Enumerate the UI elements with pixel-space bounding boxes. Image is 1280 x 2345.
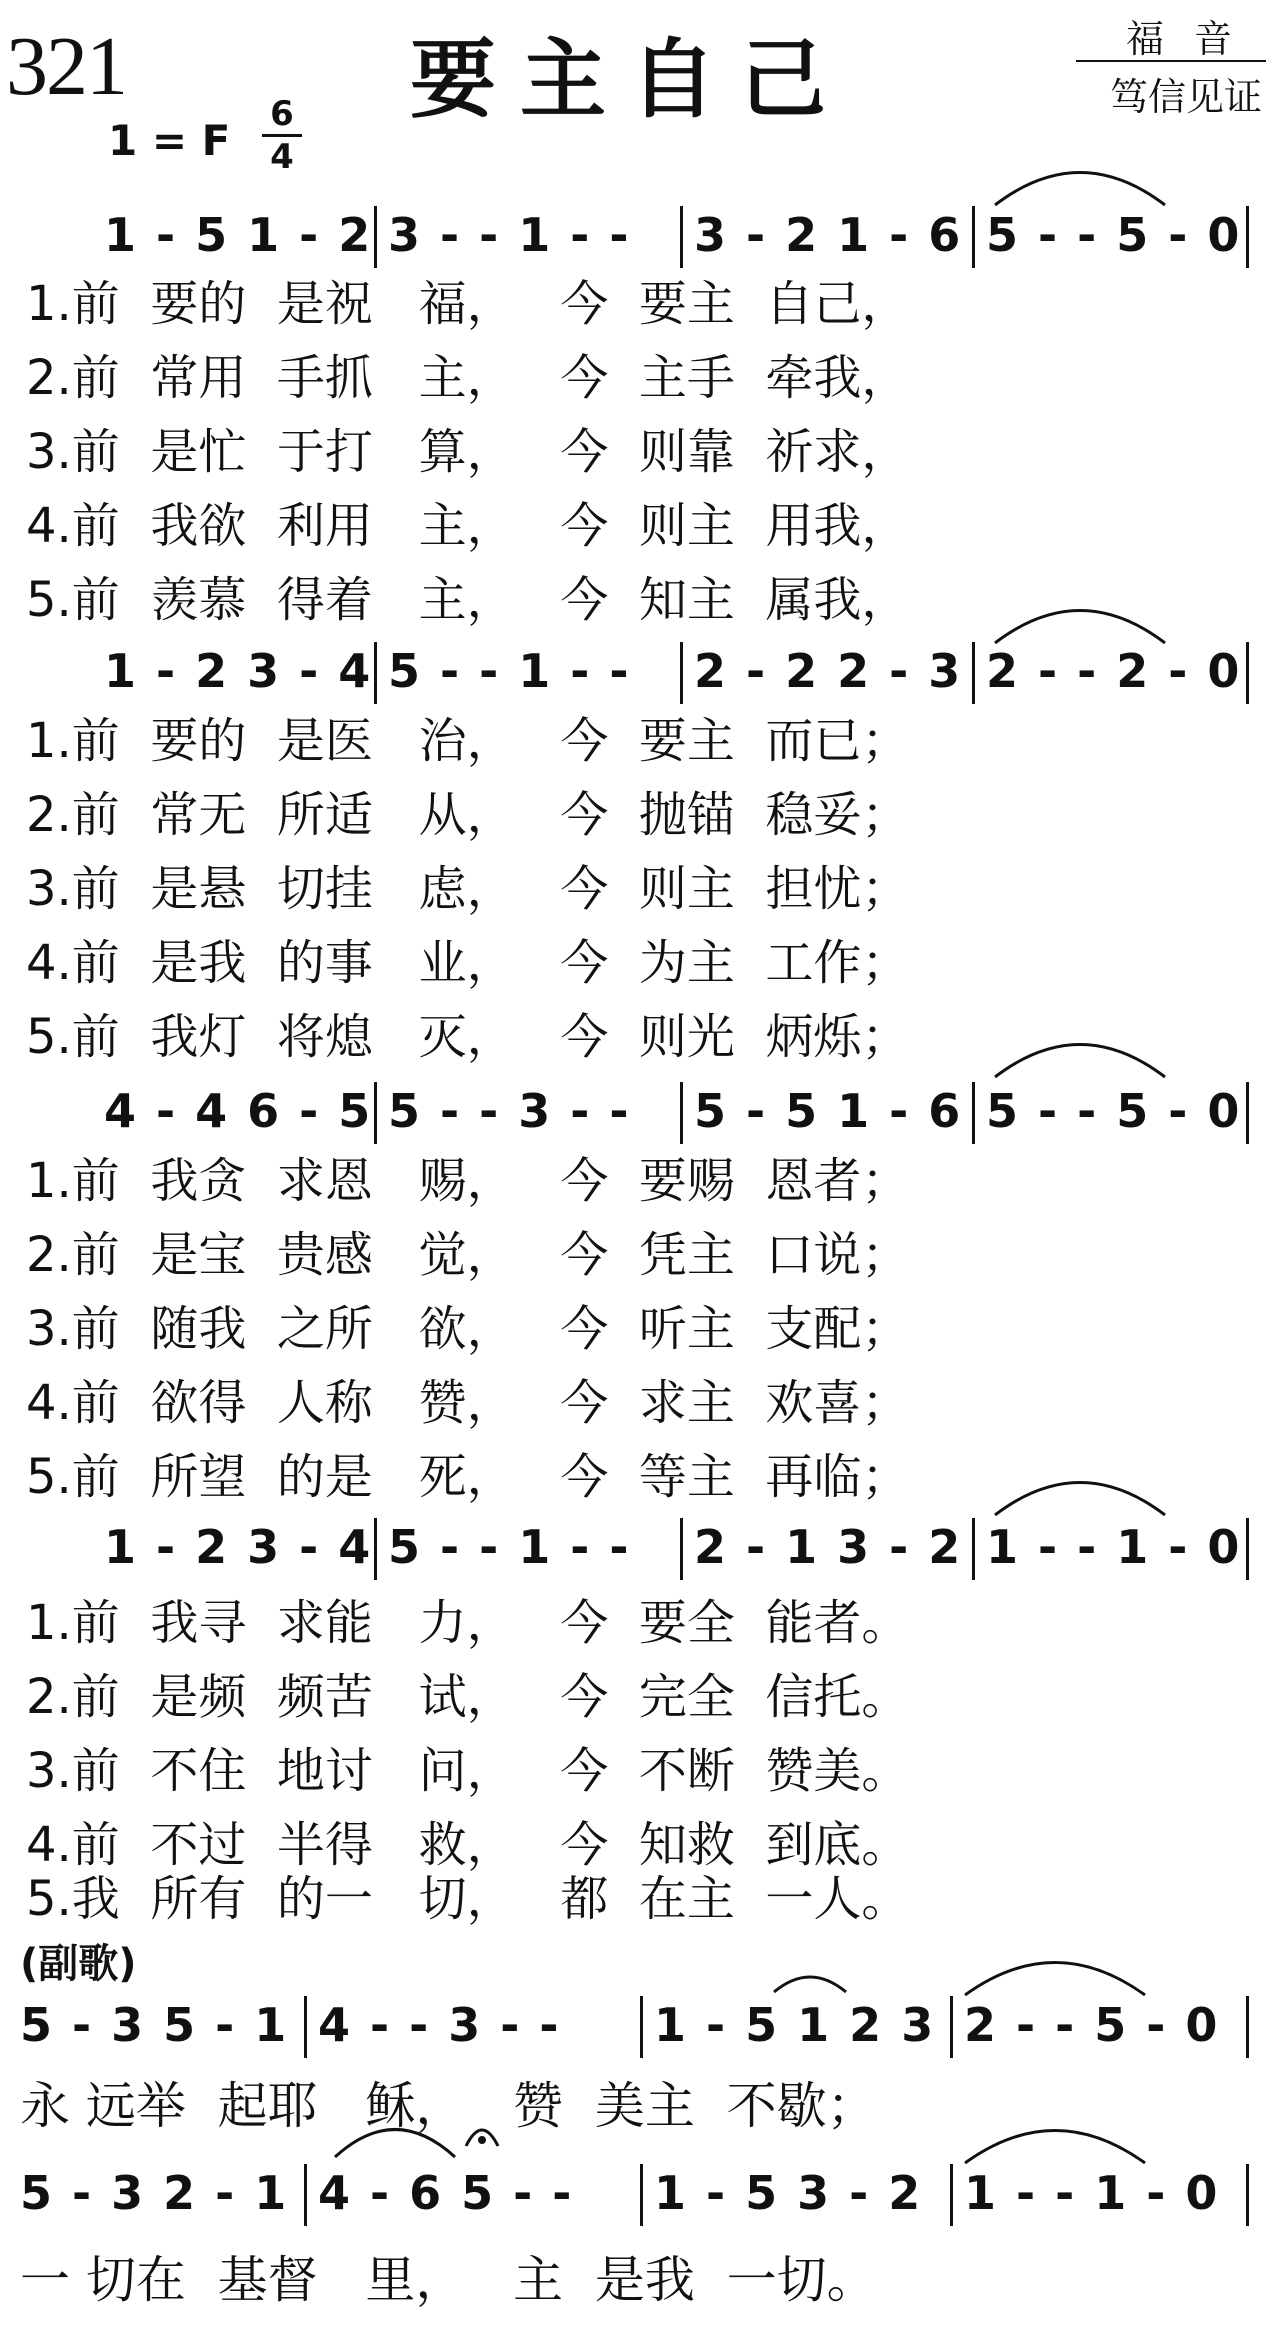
credit-divider — [1076, 60, 1266, 62]
slur-arc — [770, 1962, 850, 1996]
bar-line — [1246, 1996, 1249, 2058]
bar-line — [1246, 1518, 1249, 1580]
measure: 2 - 1 3 - 2 — [694, 1520, 963, 1574]
bar-line — [1246, 642, 1249, 704]
lyric-line: 3.前 是悬 切挂 虑， 今 则主 担忧； — [26, 861, 910, 917]
measure: 5 - - 1 - - — [388, 644, 631, 698]
measure: 1 - 5 1 - 2 — [104, 208, 373, 262]
measure: 4 - - 3 - - — [318, 1998, 561, 2052]
lyric-line: 1.前 要的 是祝 福， 今 要主 自己， — [26, 276, 910, 332]
credit-bottom: 笃信见证 — [1109, 75, 1262, 119]
lyric-line: 5.前 所望 的是 死， 今 等主 再临； — [26, 1449, 910, 1505]
tie-arc — [990, 1460, 1170, 1520]
bar-line — [680, 642, 683, 704]
measure: 5 - - 5 - 0 — [986, 1084, 1242, 1138]
measure: 1 - - 1 - 0 — [986, 1520, 1242, 1574]
measure: 5 - - 5 - 0 — [986, 208, 1242, 262]
hymn-number: 321 — [6, 20, 126, 113]
lyric-line: 2.前 是宝 贵感 觉， 今 凭主 口说； — [26, 1227, 910, 1283]
fermata-icon — [462, 2112, 502, 2152]
measure: 5 - 3 2 - 1 — [20, 2166, 289, 2220]
tie-arc — [990, 1022, 1170, 1082]
bar-line — [640, 1996, 643, 2058]
lyric-line: 5.我 所有 的一 切， 都 在主 一人。 — [26, 1871, 910, 1927]
lyric-line: 1.前 我贪 求恩 赐， 今 要赐 恩者； — [26, 1153, 910, 1209]
bar-line — [304, 1996, 307, 2058]
bar-line — [972, 1518, 975, 1580]
tie-arc — [960, 2108, 1150, 2168]
measure: 4 - 6 5 - - — [318, 2166, 574, 2220]
bar-line — [1246, 206, 1249, 268]
bar-line — [680, 1518, 683, 1580]
chorus-lyric-line: 一 切在 基督 里， 主 是我 一切。 — [20, 2251, 877, 2309]
bar-line — [950, 2164, 953, 2226]
chorus-label: (副歌) — [20, 1941, 137, 1987]
lyric-line: 2.前 常用 手抓 主， 今 主手 牵我， — [26, 350, 910, 406]
measure: 2 - - 2 - 0 — [986, 644, 1242, 698]
bar-line — [304, 2164, 307, 2226]
lyric-line: 2.前 常无 所适 从， 今 抛锚 稳妥； — [26, 787, 910, 843]
meter-numerator: 6 — [270, 94, 294, 134]
measure: 2 - 2 2 - 3 — [694, 644, 963, 698]
bar-line — [680, 206, 683, 268]
bar-line — [972, 642, 975, 704]
bar-line — [374, 1518, 377, 1580]
lyric-line: 4.前 欲得 人称 赞， 今 求主 欢喜； — [26, 1375, 910, 1431]
bar-line — [1246, 2164, 1249, 2226]
time-signature — [262, 96, 302, 175]
lyric-line: 3.前 是忙 于打 算， 今 则靠 祈求， — [26, 424, 910, 480]
measure: 1 - - 1 - 0 — [964, 2166, 1220, 2220]
bar-line — [972, 206, 975, 268]
chorus-notation-row-2 — [0, 2158, 1280, 2228]
bar-line — [972, 1082, 975, 1144]
credit-top: 福音 — [1125, 17, 1262, 61]
lyric-line: 1.前 我寻 求能 力， 今 要全 能者。 — [26, 1595, 910, 1651]
lyric-line: 3.前 随我 之所 欲， 今 听主 支配； — [26, 1301, 910, 1357]
meter-denominator: 4 — [270, 137, 294, 177]
notation-row-1 — [0, 200, 1280, 270]
measure: 3 - - 1 - - — [388, 208, 631, 262]
bar-line — [374, 1082, 377, 1144]
key-signature: 1 = F — [108, 116, 231, 165]
lyric-line: 3.前 不住 地讨 问， 今 不断 赞美。 — [26, 1743, 910, 1799]
lyric-line: 5.前 羡慕 得着 主， 今 知主 属我， — [26, 572, 910, 628]
notation-row-4 — [0, 1512, 1280, 1582]
lyric-line: 2.前 是频 频苦 试， 今 完全 信托。 — [26, 1669, 910, 1725]
lyric-line: 1.前 要的 是医 治， 今 要主 而已； — [26, 713, 910, 769]
chorus-notation-row-1 — [0, 1990, 1280, 2060]
measure: 1 - 5 3 - 2 — [654, 2166, 923, 2220]
bar-line — [640, 2164, 643, 2226]
bar-line — [680, 1082, 683, 1144]
tie-arc — [330, 2112, 460, 2162]
bar-line — [950, 1996, 953, 2058]
measure: 5 - 3 5 - 1 — [20, 1998, 289, 2052]
page-title: 要主自己 — [410, 30, 850, 130]
lyric-line: 4.前 不过 半得 救， 今 知救 到底。 — [26, 1817, 910, 1873]
measure: 1 - 2 3 - 4 — [104, 644, 373, 698]
measure: 1 - 5 1 2 3 — [654, 1998, 936, 2052]
measure: 5 - 5 1 - 6 — [694, 1084, 963, 1138]
tie-arc — [990, 588, 1170, 648]
bar-line — [1246, 1082, 1249, 1144]
measure: 3 - 2 1 - 6 — [694, 208, 963, 262]
chorus-lyric-line: 永 远举 起耶 稣， 赞 美主 不歇； — [20, 2077, 877, 2135]
bar-line — [374, 642, 377, 704]
lyric-line: 5.前 我灯 将熄 灭， 今 则光 炳烁； — [26, 1009, 910, 1065]
lyric-line: 4.前 是我 的事 业， 今 为主 工作； — [26, 935, 910, 991]
notation-row-3 — [0, 1076, 1280, 1146]
tie-arc — [990, 150, 1170, 210]
measure: 5 - - 3 - - — [388, 1084, 631, 1138]
measure: 1 - 2 3 - 4 — [104, 1520, 373, 1574]
lyric-line: 4.前 我欲 利用 主， 今 则主 用我， — [26, 498, 910, 554]
measure: 4 - 4 6 - 5 — [104, 1084, 373, 1138]
measure: 2 - - 5 - 0 — [964, 1998, 1220, 2052]
measure: 5 - - 1 - - — [388, 1520, 631, 1574]
bar-line — [374, 206, 377, 268]
tie-arc — [960, 1940, 1150, 2000]
